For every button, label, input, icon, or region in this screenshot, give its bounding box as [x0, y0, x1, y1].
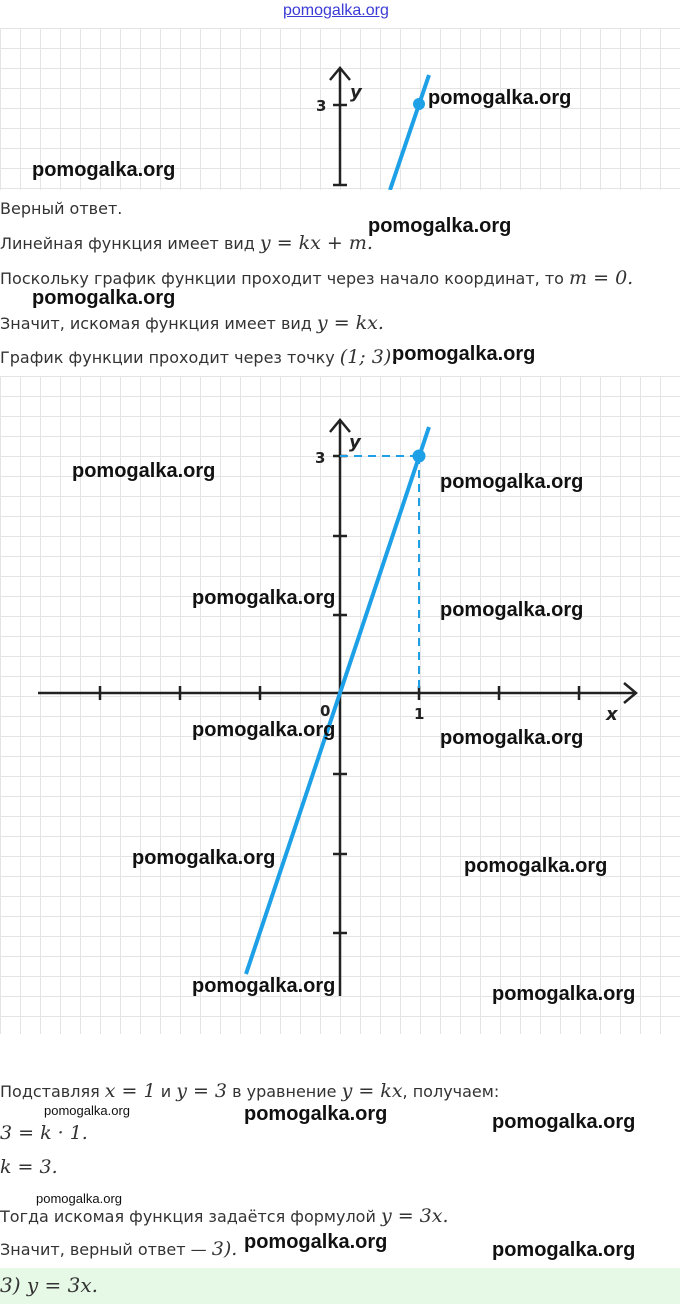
text-linear-form: Линейная функция имеет вид y = kx + m.: [0, 232, 373, 254]
y-axis-name: y: [349, 432, 361, 453]
watermark: pomogalka.org: [72, 460, 216, 482]
top-y-axis-name: y: [350, 82, 362, 103]
watermark: pomogalka.org: [492, 1111, 636, 1133]
watermark: pomogalka.org: [32, 159, 176, 181]
watermark: pomogalka.org: [44, 1103, 130, 1118]
site-link[interactable]: pomogalka.org: [283, 2, 389, 19]
watermark: pomogalka.org: [440, 727, 584, 749]
origin-label: 0: [320, 702, 331, 720]
watermark: pomogalka.org: [32, 287, 176, 309]
watermark: pomogalka.org: [392, 343, 536, 365]
watermark: pomogalka.org: [492, 1239, 636, 1261]
text-point: График функции проходит через точку (1; 3).: [0, 346, 398, 368]
text-origin: Поскольку график функции проходит через начало координат, то m = 0.: [0, 267, 634, 289]
text-form-kx: Значит, искомая функция имеет вид y = kx.: [0, 312, 384, 334]
watermark: pomogalka.org: [428, 87, 572, 109]
answer-text: 3) y = 3x.: [0, 1273, 99, 1297]
equation-1: 3 = k · 1.: [0, 1122, 88, 1144]
y-tick-label-3: 3: [315, 449, 326, 467]
text-formula: Тогда искомая функция задаётся формулой y = 3x.: [0, 1205, 449, 1227]
x-tick-label-1: 1: [414, 705, 425, 723]
answer-box: [0, 1268, 680, 1304]
text-correct-answer: Верный ответ.: [0, 199, 123, 218]
text-answer-is: Значит, верный ответ — 3).: [0, 1238, 238, 1260]
watermark: pomogalka.org: [492, 983, 636, 1005]
watermark: pomogalka.org: [244, 1103, 388, 1125]
watermark: pomogalka.org: [132, 847, 276, 869]
watermark: pomogalka.org: [192, 975, 336, 997]
watermark: pomogalka.org: [244, 1231, 388, 1253]
text-substitution: Подставляя x = 1 и y = 3 в уравнение y = kx, получаем:: [0, 1080, 500, 1102]
watermark: pomogalka.org: [192, 719, 336, 741]
watermark: pomogalka.org: [440, 471, 584, 493]
watermark: pomogalka.org: [192, 587, 336, 609]
top-point: [413, 98, 425, 110]
point-1-3: [413, 450, 426, 463]
watermark: pomogalka.org: [464, 855, 608, 877]
top-y-tick-label: 3: [316, 97, 327, 115]
top-function-line: [390, 75, 429, 190]
equation-2: k = 3.: [0, 1156, 58, 1178]
function-line: [246, 427, 429, 974]
watermark: pomogalka.org: [368, 215, 512, 237]
watermark: pomogalka.org: [36, 1191, 122, 1206]
x-axis-name: x: [606, 704, 618, 725]
watermark: pomogalka.org: [440, 599, 584, 621]
